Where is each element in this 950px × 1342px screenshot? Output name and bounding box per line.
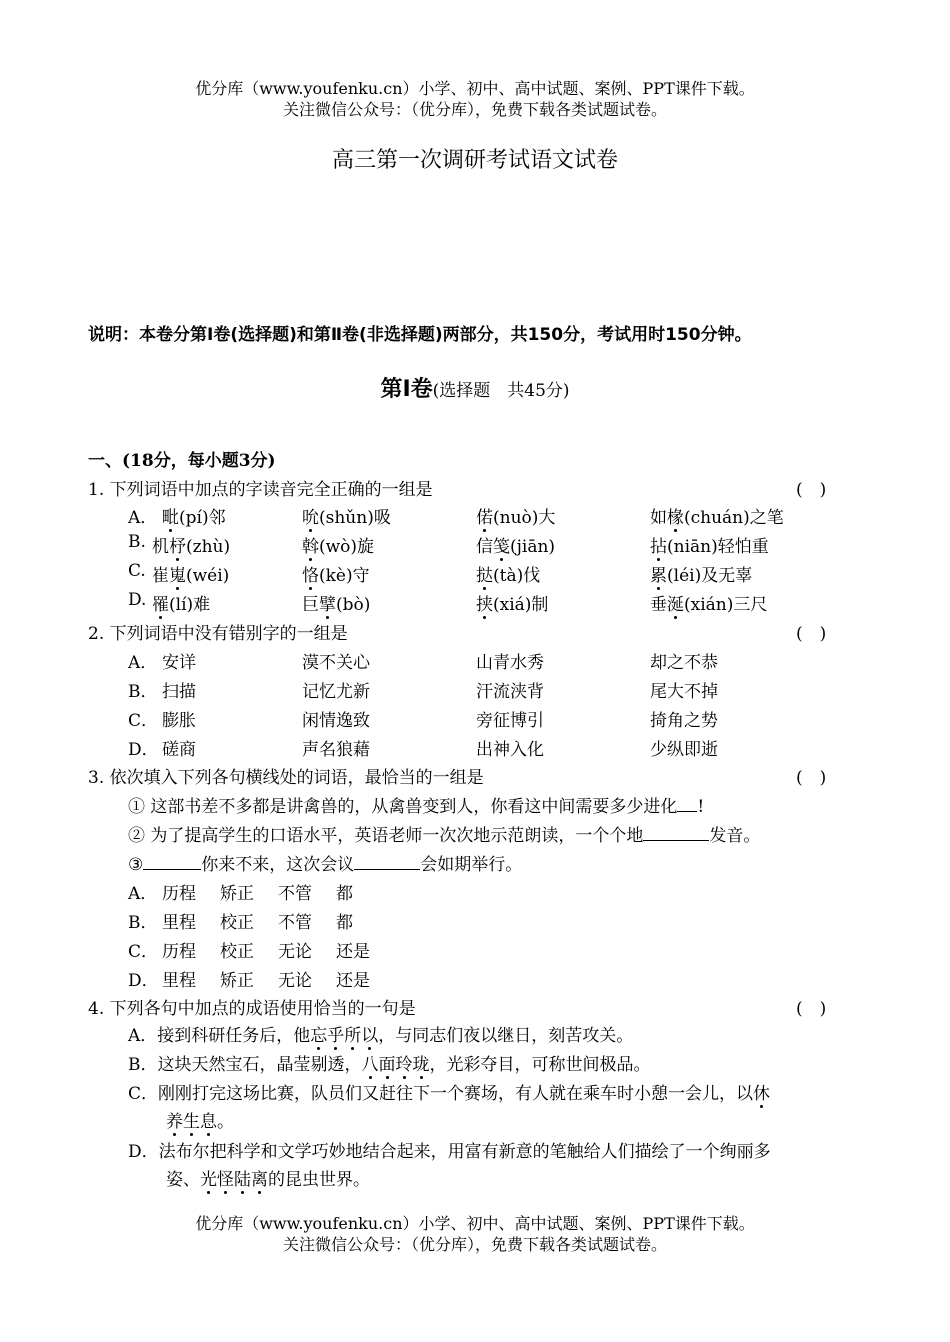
option-label: A． [128,1026,158,1046]
answer-bracket-q1: ( ) [796,480,827,500]
question-4-stem: 4. 下列各句中加点的成语使用恰当的一句是 [88,999,416,1019]
option-word: 历程 [162,942,196,962]
option-term: 挞(tà)伐 [476,561,540,586]
option-term: 恪(kè)守 [302,561,370,586]
option-label: D. [128,590,147,610]
option-word: 历程 [162,884,196,904]
volume-heading [0,372,950,403]
header-banner [0,78,950,120]
option-label: C． [128,711,159,731]
option-word: 不管 [278,913,312,933]
option-term: 出神入化 [476,740,544,760]
option-term: 声名狼藉 [302,740,370,760]
option-label: B． [128,682,158,702]
option-label: B． [128,1055,158,1075]
option-term: 罹(lí)难 [152,590,210,615]
option-word: 矫正 [220,884,254,904]
option-term: 累(léi)及无辜 [650,561,752,586]
option-word: 还是 [336,971,370,991]
option-word: 矫正 [220,971,254,991]
page-title: 高三第一次调研考试语文试卷 [331,148,618,173]
option-term: 毗(pí)邻 [162,503,226,528]
option-term: 挟(xiá)制 [476,590,548,615]
option-label: B. [128,532,146,552]
volume-main: 第Ⅰ卷 [380,377,433,402]
option-word: 不管 [278,884,312,904]
option-term: 崔嵬(wéi) [152,561,229,586]
option-term: 偌(nuò)大 [476,503,555,528]
option-term: 扫描 [162,682,196,702]
answer-bracket-q3: ( ) [796,768,827,788]
section-heading: 一、(18分，每小题3分) [88,451,276,471]
q4-option-c: C．刚刚打完这场比赛，队员们又赶往下一个赛场，有人就在乘车时小憩一会儿，以休 [128,1079,770,1104]
option-label: A． [128,508,158,528]
option-term: 安详 [162,653,196,673]
option-term: 磋商 [162,740,196,760]
option-term: 垂涎(xián)三尺 [650,590,767,615]
footer-banner [0,1213,950,1255]
q4-option-c-continued: 养生息。 [166,1107,234,1132]
option-label: C. [128,561,146,581]
option-term: 如椽(chuán)之笔 [650,503,784,528]
option-term: 少纵即逝 [650,740,718,760]
option-term: 漠不关心 [302,653,370,673]
option-term: 却之不恭 [650,653,718,673]
option-term: 机杼(zhù) [152,532,230,557]
option-term: 山青水秀 [476,653,544,673]
option-label: D． [128,1142,159,1162]
option-term: 信笺(jiān) [476,532,555,557]
q4-option-b: B．这块天然宝石，晶莹剔透，八面玲珑，光彩夺目，可称世间极品。 [128,1050,651,1075]
answer-bracket-q2: ( ) [796,624,827,644]
option-word: 还是 [336,942,370,962]
option-word: 都 [336,913,353,933]
q4-option-d: D．法布尔把科学和文学巧妙地结合起来，用富有新意的笔触给人们描绘了一个绚丽多 [128,1142,771,1162]
footer-line-2: 关注微信公众号：（优分库），免费下载各类试题试卷。 [282,1235,667,1254]
option-label: A． [128,884,158,904]
header-line-1: 优分库（www.youfenku.cn）小学、初中、高中试题、案例、PPT课件下载。 [195,79,755,98]
option-label: C． [128,1084,159,1104]
fill-blank [643,826,709,841]
option-word: 里程 [162,913,196,933]
option-label: D． [128,740,159,760]
option-term: 拈(niān)轻怕重 [650,532,769,557]
option-term: 斡(wò)旋 [302,532,374,557]
option-label: B． [128,913,158,933]
fill-blank [354,855,420,870]
q3-sentence-3: ③ 你来不来，这次会议 会如期举行。 [128,855,523,875]
option-term: 汗流浃背 [476,682,544,702]
q4-option-d-continued: 姿、光怪陆离的昆虫世界。 [166,1165,370,1190]
question-2-stem: 2. 下列词语中没有错别字的一组是 [88,624,348,644]
option-term: 膨胀 [162,711,196,731]
option-term: 巨擘(bò) [302,590,370,615]
option-label: C． [128,942,159,962]
fill-blank [143,855,201,870]
option-term: 旁征博引 [476,711,544,731]
volume-sub: (选择题 共45分) [432,381,570,401]
answer-bracket-q4: ( ) [796,999,827,1019]
option-word: 里程 [162,971,196,991]
footer-line-1: 优分库（www.youfenku.cn）小学、初中、高中试题、案例、PPT课件下载。 [195,1214,755,1233]
option-term: 闲情逸致 [302,711,370,731]
option-label: A． [128,653,158,673]
header-line-2: 关注微信公众号：（优分库），免费下载各类试题试卷。 [282,100,667,119]
option-term: 尾大不掉 [650,682,718,702]
option-word: 校正 [220,942,254,962]
option-term: 掎角之势 [650,711,718,731]
question-3-stem: 3. 依次填入下列各句横线处的词语，最恰当的一组是 [88,768,484,788]
option-term: 记忆尤新 [302,682,370,702]
question-1-stem: 1. 下列词语中加点的字读音完全正确的一组是 [88,480,433,500]
fill-blank [677,797,697,812]
q3-sentence-1: ① 这部书差不多都是讲禽兽的，从禽兽变到人，你看这中间需要多少进化 ! [128,797,705,817]
option-term: 吮(shǔn)吸 [302,503,391,528]
option-label: D． [128,971,159,991]
option-word: 校正 [220,913,254,933]
option-word: 无论 [278,971,312,991]
q3-sentence-2: ② 为了提高学生的口语水平，英语老师一次次地示范朗读，一个个地 发音。 [128,826,761,846]
option-word: 都 [336,884,353,904]
exam-instructions: 说明：本卷分第Ⅰ卷(选择题)和第Ⅱ卷(非选择题)两部分，共150分，考试用时150分钟。 [88,325,752,345]
option-word: 无论 [278,942,312,962]
q4-option-a: A．接到科研任务后，他忘乎所以，与同志们夜以继日，刻苦攻关。 [128,1021,633,1046]
